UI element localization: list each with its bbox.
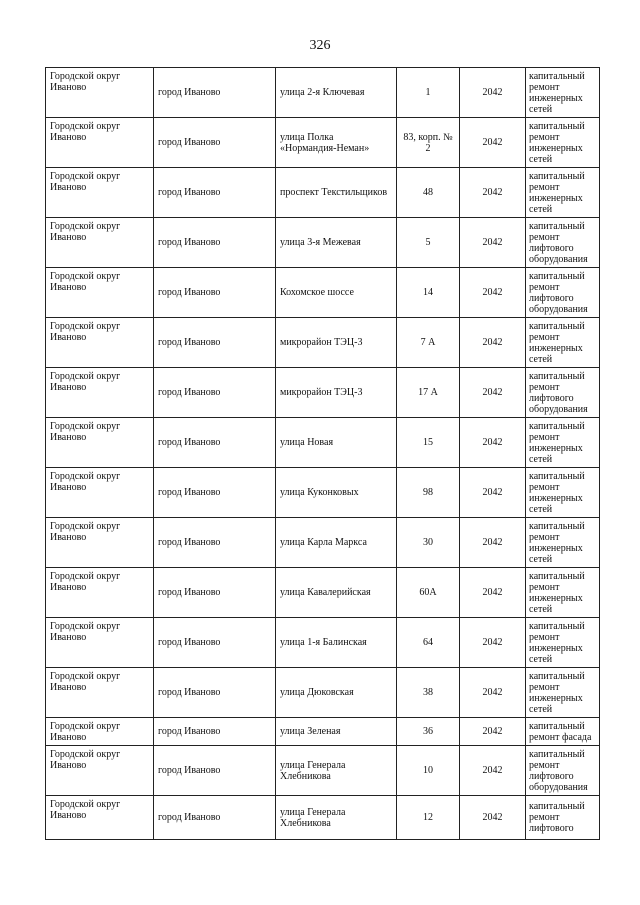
table-row: [46, 568, 600, 618]
district-cell: Городской округ Иваново: [46, 268, 154, 318]
house-number-cell: 1: [397, 68, 460, 118]
city-cell: город Иваново: [154, 796, 276, 840]
city-cell: город Иваново: [154, 668, 276, 718]
year-cell: 2042: [460, 268, 526, 318]
house-number-cell: 12: [397, 796, 460, 840]
table-row: [46, 418, 600, 468]
district-cell: Городской округ Иваново: [46, 568, 154, 618]
street-cell: улица 2-я Ключевая: [276, 68, 397, 118]
street-cell: улица Новая: [276, 418, 397, 468]
district-cell: Городской округ Иваново: [46, 368, 154, 418]
city-cell: город Иваново: [154, 618, 276, 668]
street-cell: Кохомское шоссе: [276, 268, 397, 318]
street-cell: улица Карла Маркса: [276, 518, 397, 568]
district-cell: Городской округ Иваново: [46, 318, 154, 368]
city-cell: город Иваново: [154, 168, 276, 218]
work-type-cell: капитальный ремонт инженерных сетей: [526, 118, 600, 168]
house-number-cell: 15: [397, 418, 460, 468]
table-row: [46, 368, 600, 418]
district-cell: Городской округ Иваново: [46, 418, 154, 468]
table-row: [46, 718, 600, 746]
table-row: [46, 518, 600, 568]
house-number-cell: 64: [397, 618, 460, 668]
table-row: [46, 168, 600, 218]
house-number-cell: 36: [397, 718, 460, 746]
work-type-cell: капитальный ремонт инженерных сетей: [526, 168, 600, 218]
year-cell: 2042: [460, 518, 526, 568]
table-row: [46, 268, 600, 318]
house-number-cell: 48: [397, 168, 460, 218]
year-cell: 2042: [460, 318, 526, 368]
house-number-cell: 98: [397, 468, 460, 518]
work-type-cell: капитальный ремонт инженерных сетей: [526, 68, 600, 118]
work-type-cell: капитальный ремонт лифтового оборудования: [526, 268, 600, 318]
work-type-cell: капитальный ремонт фасада: [526, 718, 600, 746]
house-number-cell: 10: [397, 746, 460, 796]
table-row: [46, 218, 600, 268]
district-cell: Городской округ Иваново: [46, 668, 154, 718]
work-type-cell: капитальный ремонт инженерных сетей: [526, 568, 600, 618]
district-cell: Городской округ Иваново: [46, 718, 154, 746]
year-cell: 2042: [460, 418, 526, 468]
year-cell: 2042: [460, 118, 526, 168]
city-cell: город Иваново: [154, 468, 276, 518]
city-cell: город Иваново: [154, 318, 276, 368]
house-number-cell: 14: [397, 268, 460, 318]
street-cell: улица Полка «Нормандия-Неман»: [276, 118, 397, 168]
street-cell: проспект Текстильщиков: [276, 168, 397, 218]
year-cell: 2042: [460, 68, 526, 118]
year-cell: 2042: [460, 368, 526, 418]
house-number-cell: 30: [397, 518, 460, 568]
work-type-cell: капитальный ремонт лифтового оборудования: [526, 746, 600, 796]
table-row: [46, 796, 600, 840]
year-cell: 2042: [460, 718, 526, 746]
city-cell: город Иваново: [154, 518, 276, 568]
district-cell: Городской округ Иваново: [46, 746, 154, 796]
district-cell: Городской округ Иваново: [46, 468, 154, 518]
street-cell: улица Кавалерийская: [276, 568, 397, 618]
district-cell: Городской округ Иваново: [46, 796, 154, 840]
district-cell: Городской округ Иваново: [46, 618, 154, 668]
work-type-cell: капитальный ремонт инженерных сетей: [526, 618, 600, 668]
year-cell: 2042: [460, 618, 526, 668]
city-cell: город Иваново: [154, 718, 276, 746]
street-cell: улица 1-я Балинская: [276, 618, 397, 668]
street-cell: микрорайон ТЭЦ-3: [276, 368, 397, 418]
work-type-cell: капитальный ремонт лифтового оборудования: [526, 368, 600, 418]
work-type-cell: капитальный ремонт лифтового: [526, 796, 600, 840]
street-cell: улица Дюковская: [276, 668, 397, 718]
work-type-cell: капитальный ремонт инженерных сетей: [526, 418, 600, 468]
year-cell: 2042: [460, 568, 526, 618]
city-cell: город Иваново: [154, 368, 276, 418]
table-row: [46, 118, 600, 168]
district-cell: Городской округ Иваново: [46, 68, 154, 118]
district-cell: Городской округ Иваново: [46, 518, 154, 568]
table-row: [46, 318, 600, 368]
table-row: [46, 618, 600, 668]
house-number-cell: 5: [397, 218, 460, 268]
work-type-cell: капитальный ремонт инженерных сетей: [526, 518, 600, 568]
street-cell: улица Генерала Хлебникова: [276, 746, 397, 796]
street-cell: улица Куконковых: [276, 468, 397, 518]
work-type-cell: капитальный ремонт инженерных сетей: [526, 468, 600, 518]
page-number: 326: [309, 38, 331, 53]
house-number-cell: 17 А: [397, 368, 460, 418]
work-type-cell: капитальный ремонт инженерных сетей: [526, 318, 600, 368]
district-cell: Городской округ Иваново: [46, 118, 154, 168]
work-type-cell: капитальный ремонт инженерных сетей: [526, 668, 600, 718]
work-type-cell: капитальный ремонт лифтового оборудования: [526, 218, 600, 268]
city-cell: город Иваново: [154, 746, 276, 796]
year-cell: 2042: [460, 796, 526, 840]
street-cell: улица Генерала Хлебникова: [276, 796, 397, 840]
house-number-cell: 7 А: [397, 318, 460, 368]
street-cell: микрорайон ТЭЦ-3: [276, 318, 397, 368]
year-cell: 2042: [460, 468, 526, 518]
city-cell: город Иваново: [154, 568, 276, 618]
table-row: [46, 668, 600, 718]
house-number-cell: 38: [397, 668, 460, 718]
city-cell: город Иваново: [154, 218, 276, 268]
city-cell: город Иваново: [154, 118, 276, 168]
housing-repair-table: [45, 67, 600, 840]
house-number-cell: 83, корп. № 2: [397, 118, 460, 168]
city-cell: город Иваново: [154, 68, 276, 118]
district-cell: Городской округ Иваново: [46, 218, 154, 268]
table-row: [46, 746, 600, 796]
district-cell: Городской округ Иваново: [46, 168, 154, 218]
year-cell: 2042: [460, 168, 526, 218]
table-row: [46, 468, 600, 518]
city-cell: город Иваново: [154, 418, 276, 468]
year-cell: 2042: [460, 218, 526, 268]
street-cell: улица Зеленая: [276, 718, 397, 746]
city-cell: город Иваново: [154, 268, 276, 318]
year-cell: 2042: [460, 746, 526, 796]
house-number-cell: 60А: [397, 568, 460, 618]
year-cell: 2042: [460, 668, 526, 718]
table-row: [46, 68, 600, 118]
street-cell: улица 3-я Межевая: [276, 218, 397, 268]
